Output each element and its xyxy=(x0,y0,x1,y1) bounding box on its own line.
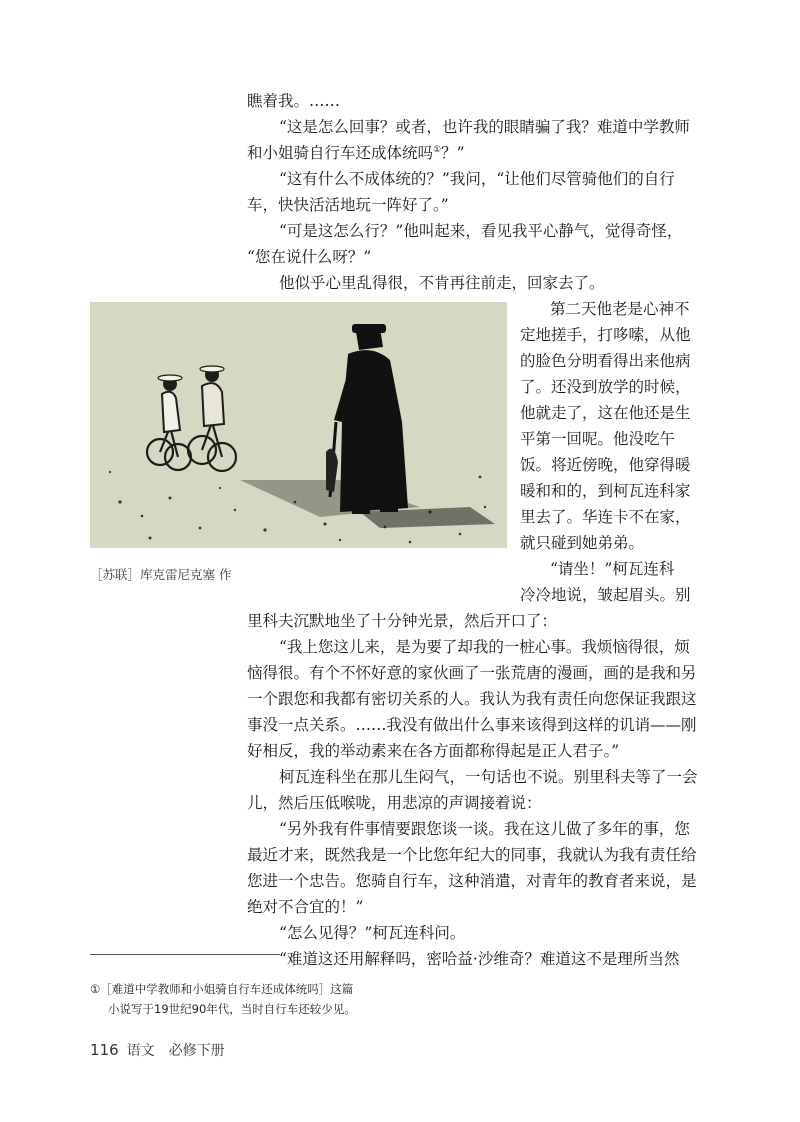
text-line: 暖和和的，到柯瓦连科家 xyxy=(520,482,691,500)
page-number: 116 xyxy=(90,1041,119,1059)
text-line: 恼得很。有个不怀好意的家伙画了一张荒唐的漫画，画的是我和另 xyxy=(247,664,697,682)
text-line: 瞧着我。…… xyxy=(247,92,341,110)
text-line: 里科夫沉默地坐了十分钟光景，然后开口了： xyxy=(247,612,558,630)
text-fragment: 和小姐骑自行车还成体统吗 xyxy=(247,144,434,162)
text-line: “难道这还用解释吗，密哈益·沙维奇？难道这不是理所当然 xyxy=(279,950,680,968)
text-line: 儿，然后压低喉咙，用悲凉的声调接着说： xyxy=(247,794,542,812)
text-line: “另外我有件事情要跟您谈一谈。我在这儿做了多年的事，您 xyxy=(279,820,690,838)
text-line: “您在说什么呀？” xyxy=(247,248,372,266)
footnote-mark[interactable]: ① xyxy=(433,145,442,155)
text-line: 冷冷地说，皱起眉头。别 xyxy=(520,586,691,604)
illustration-caption: ［苏联］库克雷尼克塞 作 xyxy=(90,566,232,582)
text-line: 第二天他老是心神不 xyxy=(550,300,690,318)
text-line: 事没一点关系。……我没有做出什么事来该得到这样的讥诮——刚 xyxy=(247,716,697,734)
text-line: 饭。将近傍晚，他穿得暖 xyxy=(520,456,691,474)
illustration-cyclists-and-man xyxy=(90,302,507,548)
text-line: 平第一回呢。他没吃午 xyxy=(520,430,676,448)
text-line: 就只碰到她弟弟。 xyxy=(520,534,645,552)
text-line: 您进一个忠告。您骑自行车，这种消遣，对青年的教育者来说，是 xyxy=(247,872,697,890)
text-line: 好相反，我的举动素来在各方面都称得起是正人君子。” xyxy=(247,742,620,760)
text-line: 了。还没到放学的时候， xyxy=(520,378,691,396)
text-line: 车，快快活活地玩一阵好了。” xyxy=(247,196,449,214)
text-line: 最近才来，既然我是一个比您年纪大的同事，我就认为我有责任给 xyxy=(247,846,697,864)
text-line: 他似乎心里乱得很，不肯再往前走，回家去了。 xyxy=(279,274,605,292)
text-line: “我上您这儿来，是为要了却我的一桩心事。我烦恼得很，烦 xyxy=(279,638,690,656)
text-line: 他就走了，这在他还是生 xyxy=(520,404,691,422)
text-fragment: ？” xyxy=(441,144,465,162)
page-footer xyxy=(90,1040,225,1060)
text-line: 定地搓手，打哆嗦，从他 xyxy=(520,326,691,344)
footnote-divider xyxy=(90,954,280,955)
text-line: “这有什么不成体统的？”我问，“让他们尽管骑他们的自行 xyxy=(279,170,675,188)
text-line: 的脸色分明看得出来他病 xyxy=(520,352,691,370)
text-line: “请坐！”柯瓦连科 xyxy=(550,560,675,578)
text-line: 一个跟您和我都有密切关系的人。我认为我有责任向您保证我跟这 xyxy=(247,690,697,708)
text-line: 柯瓦连科坐在那儿生闷气，一句话也不说。别里科夫等了一会 xyxy=(279,768,698,786)
footnote-line: 小说写于19世纪90年代，当时自行车还较少见。 xyxy=(108,1001,356,1016)
book-title: 语文 必修下册 xyxy=(126,1043,225,1059)
text-line xyxy=(247,140,465,166)
text-line: “可是这怎么行？”他叫起来，看见我平心静气，觉得奇怪， xyxy=(279,222,683,240)
text-line: “怎么见得？”柯瓦连科问。 xyxy=(279,924,466,942)
text-line: 绝对不合宜的！” xyxy=(247,898,364,916)
text-line: 里去了。华连卡不在家， xyxy=(520,508,691,526)
footnote-line: ①［难道中学教师和小姐骑自行车还成体统吗］这篇 xyxy=(90,981,354,996)
text-line: “这是怎么回事？或者，也许我的眼睛骗了我？难道中学教师 xyxy=(279,118,690,136)
